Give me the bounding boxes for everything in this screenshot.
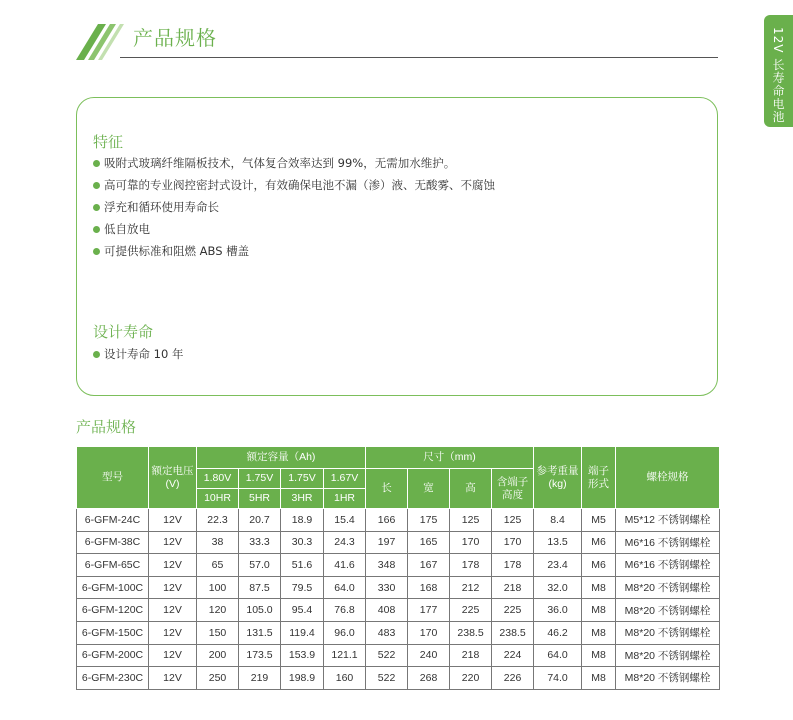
table-row bbox=[77, 554, 720, 577]
header-bolt: 螺栓规格 bbox=[616, 447, 720, 509]
table-cell: 30.3 bbox=[281, 531, 324, 554]
table-cell: 225 bbox=[450, 599, 492, 622]
table-cell: 175 bbox=[408, 509, 450, 532]
table-row bbox=[77, 621, 720, 644]
table-cell: 120 bbox=[197, 599, 239, 622]
bullet-icon bbox=[93, 248, 100, 255]
table-cell: M8 bbox=[582, 621, 616, 644]
header-weight: 参考重量 (kg) bbox=[534, 447, 582, 509]
table-cell: 125 bbox=[450, 509, 492, 532]
table-cell: 8.4 bbox=[534, 509, 582, 532]
table-cell: 218 bbox=[450, 644, 492, 667]
table-cell: 74.0 bbox=[534, 667, 582, 690]
table-cell: M6*16 不锈钢螺栓 bbox=[616, 554, 720, 577]
table-cell: 65 bbox=[197, 554, 239, 577]
table-cell: 178 bbox=[450, 554, 492, 577]
table-cell: 12V bbox=[149, 576, 197, 599]
table-row bbox=[77, 531, 720, 554]
table-cell: 20.7 bbox=[239, 509, 281, 532]
table-cell: 268 bbox=[408, 667, 450, 690]
table-cell: 87.5 bbox=[239, 576, 281, 599]
table-cell: 198.9 bbox=[281, 667, 324, 690]
table-cell: M8 bbox=[582, 576, 616, 599]
table-cell: 12V bbox=[149, 599, 197, 622]
table-cell: 15.4 bbox=[324, 509, 366, 532]
table-cell: M5 bbox=[582, 509, 616, 532]
table-cell: 33.3 bbox=[239, 531, 281, 554]
table-row bbox=[77, 509, 720, 532]
table-cell: 153.9 bbox=[281, 644, 324, 667]
table-cell: 178 bbox=[492, 554, 534, 577]
table-cell: 170 bbox=[492, 531, 534, 554]
header-cap-hours: 1HR bbox=[324, 489, 366, 509]
table-cell: 12V bbox=[149, 621, 197, 644]
table-cell: 160 bbox=[324, 667, 366, 690]
table-cell: 238.5 bbox=[492, 621, 534, 644]
table-cell: 150 bbox=[197, 621, 239, 644]
header-divider bbox=[120, 57, 718, 58]
spec-table-body bbox=[77, 509, 720, 690]
table-cell: 165 bbox=[408, 531, 450, 554]
table-row bbox=[77, 644, 720, 667]
table-cell: 348 bbox=[366, 554, 408, 577]
table-cell: 38 bbox=[197, 531, 239, 554]
header-cap-voltage: 1.67V bbox=[324, 469, 366, 489]
table-cell: 6-GFM-65C bbox=[77, 554, 149, 577]
bullet-icon bbox=[93, 226, 100, 233]
table-cell: 240 bbox=[408, 644, 450, 667]
spec-table-header bbox=[77, 447, 720, 509]
header-cap-voltage: 1.75V bbox=[281, 469, 324, 489]
table-cell: 522 bbox=[366, 667, 408, 690]
feature-item: 低自放电 bbox=[93, 218, 495, 240]
header-cap-voltage: 1.80V bbox=[197, 469, 239, 489]
page-title: 产品规格 bbox=[133, 26, 217, 50]
table-cell: 6-GFM-200C bbox=[77, 644, 149, 667]
table-cell: 170 bbox=[408, 621, 450, 644]
bullet-icon bbox=[93, 182, 100, 189]
feature-item: 浮充和循环使用寿命长 bbox=[93, 196, 495, 218]
table-cell: M8*20 不锈钢螺栓 bbox=[616, 599, 720, 622]
design-life-item: 设计寿命 10 年 bbox=[93, 343, 183, 365]
table-row bbox=[77, 599, 720, 622]
table-cell: 51.6 bbox=[281, 554, 324, 577]
table-cell: 24.3 bbox=[324, 531, 366, 554]
table-cell: 177 bbox=[408, 599, 450, 622]
table-cell: 96.0 bbox=[324, 621, 366, 644]
table-cell: 483 bbox=[366, 621, 408, 644]
table-row bbox=[77, 667, 720, 690]
feature-item: 高可靠的专业阀控密封式设计，有效确保电池不漏（渗）液、无酸雾、不腐蚀 bbox=[93, 174, 495, 196]
table-cell: 166 bbox=[366, 509, 408, 532]
table-cell: M8 bbox=[582, 644, 616, 667]
table-cell: 6-GFM-38C bbox=[77, 531, 149, 554]
table-cell: 170 bbox=[450, 531, 492, 554]
bullet-icon bbox=[93, 351, 100, 358]
feature-item: 吸附式玻璃纤维隔板技术，气体复合效率达到 99%，无需加水维护。 bbox=[93, 152, 495, 174]
table-cell: M6 bbox=[582, 554, 616, 577]
table-cell: 12V bbox=[149, 531, 197, 554]
table-cell: 330 bbox=[366, 576, 408, 599]
table-cell: 12V bbox=[149, 667, 197, 690]
table-cell: 64.0 bbox=[534, 644, 582, 667]
feature-item: 可提供标准和阻燃 ABS 槽盖 bbox=[93, 240, 495, 262]
header-capacity: 额定容量（Ah) bbox=[197, 447, 366, 469]
design-life-heading: 设计寿命 bbox=[93, 323, 154, 341]
header-length: 长 bbox=[366, 469, 408, 509]
header-terminal: 端子 形式 bbox=[582, 447, 616, 509]
table-cell: 225 bbox=[492, 599, 534, 622]
table-cell: 119.4 bbox=[281, 621, 324, 644]
table-cell: 95.4 bbox=[281, 599, 324, 622]
table-cell: 6-GFM-24C bbox=[77, 509, 149, 532]
table-cell: M8 bbox=[582, 667, 616, 690]
header-total-height: 含端子 高度 bbox=[492, 469, 534, 509]
table-cell: 105.0 bbox=[239, 599, 281, 622]
table-cell: M8*20 不锈钢螺栓 bbox=[616, 576, 720, 599]
table-cell: 200 bbox=[197, 644, 239, 667]
header-stripes-decoration bbox=[76, 24, 124, 60]
table-cell: 12V bbox=[149, 509, 197, 532]
header-width: 宽 bbox=[408, 469, 450, 509]
header-height: 高 bbox=[450, 469, 492, 509]
table-cell: 218 bbox=[492, 576, 534, 599]
table-cell: 220 bbox=[450, 667, 492, 690]
table-cell: 125 bbox=[492, 509, 534, 532]
table-cell: 224 bbox=[492, 644, 534, 667]
header-cap-hours: 5HR bbox=[239, 489, 281, 509]
header-voltage: 额定电压 (V) bbox=[149, 447, 197, 509]
design-life-list bbox=[93, 343, 183, 365]
header-cap-hours: 3HR bbox=[281, 489, 324, 509]
table-cell: 18.9 bbox=[281, 509, 324, 532]
table-cell: 32.0 bbox=[534, 576, 582, 599]
table-cell: 79.5 bbox=[281, 576, 324, 599]
table-cell: 6-GFM-100C bbox=[77, 576, 149, 599]
header-model: 型号 bbox=[77, 447, 149, 509]
table-cell: 57.0 bbox=[239, 554, 281, 577]
table-cell: 167 bbox=[408, 554, 450, 577]
bullet-icon bbox=[93, 160, 100, 167]
header-dimensions: 尺寸（mm) bbox=[366, 447, 534, 469]
header-cap-voltage: 1.75V bbox=[239, 469, 281, 489]
table-cell: 76.8 bbox=[324, 599, 366, 622]
side-tab[interactable] bbox=[764, 15, 793, 127]
table-cell: 121.1 bbox=[324, 644, 366, 667]
table-cell: 226 bbox=[492, 667, 534, 690]
table-cell: M5*12 不锈钢螺栓 bbox=[616, 509, 720, 532]
table-cell: 12V bbox=[149, 554, 197, 577]
table-cell: M8 bbox=[582, 599, 616, 622]
table-cell: 168 bbox=[408, 576, 450, 599]
table-cell: 131.5 bbox=[239, 621, 281, 644]
features-heading: 特征 bbox=[93, 133, 124, 151]
table-cell: 46.2 bbox=[534, 621, 582, 644]
table-cell: 6-GFM-150C bbox=[77, 621, 149, 644]
table-cell: 100 bbox=[197, 576, 239, 599]
spec-table bbox=[76, 446, 720, 690]
table-cell: 64.0 bbox=[324, 576, 366, 599]
bullet-icon bbox=[93, 204, 100, 211]
table-cell: 197 bbox=[366, 531, 408, 554]
table-cell: 173.5 bbox=[239, 644, 281, 667]
table-cell: M8*20 不锈钢螺栓 bbox=[616, 621, 720, 644]
table-cell: 36.0 bbox=[534, 599, 582, 622]
table-cell: M6 bbox=[582, 531, 616, 554]
table-cell: 23.4 bbox=[534, 554, 582, 577]
table-cell: 408 bbox=[366, 599, 408, 622]
table-cell: 238.5 bbox=[450, 621, 492, 644]
table-cell: 13.5 bbox=[534, 531, 582, 554]
spec-heading: 产品规格 bbox=[76, 418, 137, 436]
table-cell: M8*20 不锈钢螺栓 bbox=[616, 644, 720, 667]
features-list bbox=[93, 152, 495, 262]
table-cell: 41.6 bbox=[324, 554, 366, 577]
table-cell: M8*20 不锈钢螺栓 bbox=[616, 667, 720, 690]
table-cell: 212 bbox=[450, 576, 492, 599]
side-tab-label: 12V 长寿命电池 bbox=[771, 27, 785, 124]
table-cell: M6*16 不锈钢螺栓 bbox=[616, 531, 720, 554]
table-cell: 219 bbox=[239, 667, 281, 690]
table-cell: 6-GFM-120C bbox=[77, 599, 149, 622]
table-cell: 6-GFM-230C bbox=[77, 667, 149, 690]
table-cell: 22.3 bbox=[197, 509, 239, 532]
table-cell: 522 bbox=[366, 644, 408, 667]
table-cell: 12V bbox=[149, 644, 197, 667]
table-row bbox=[77, 576, 720, 599]
table-cell: 250 bbox=[197, 667, 239, 690]
header-cap-hours: 10HR bbox=[197, 489, 239, 509]
